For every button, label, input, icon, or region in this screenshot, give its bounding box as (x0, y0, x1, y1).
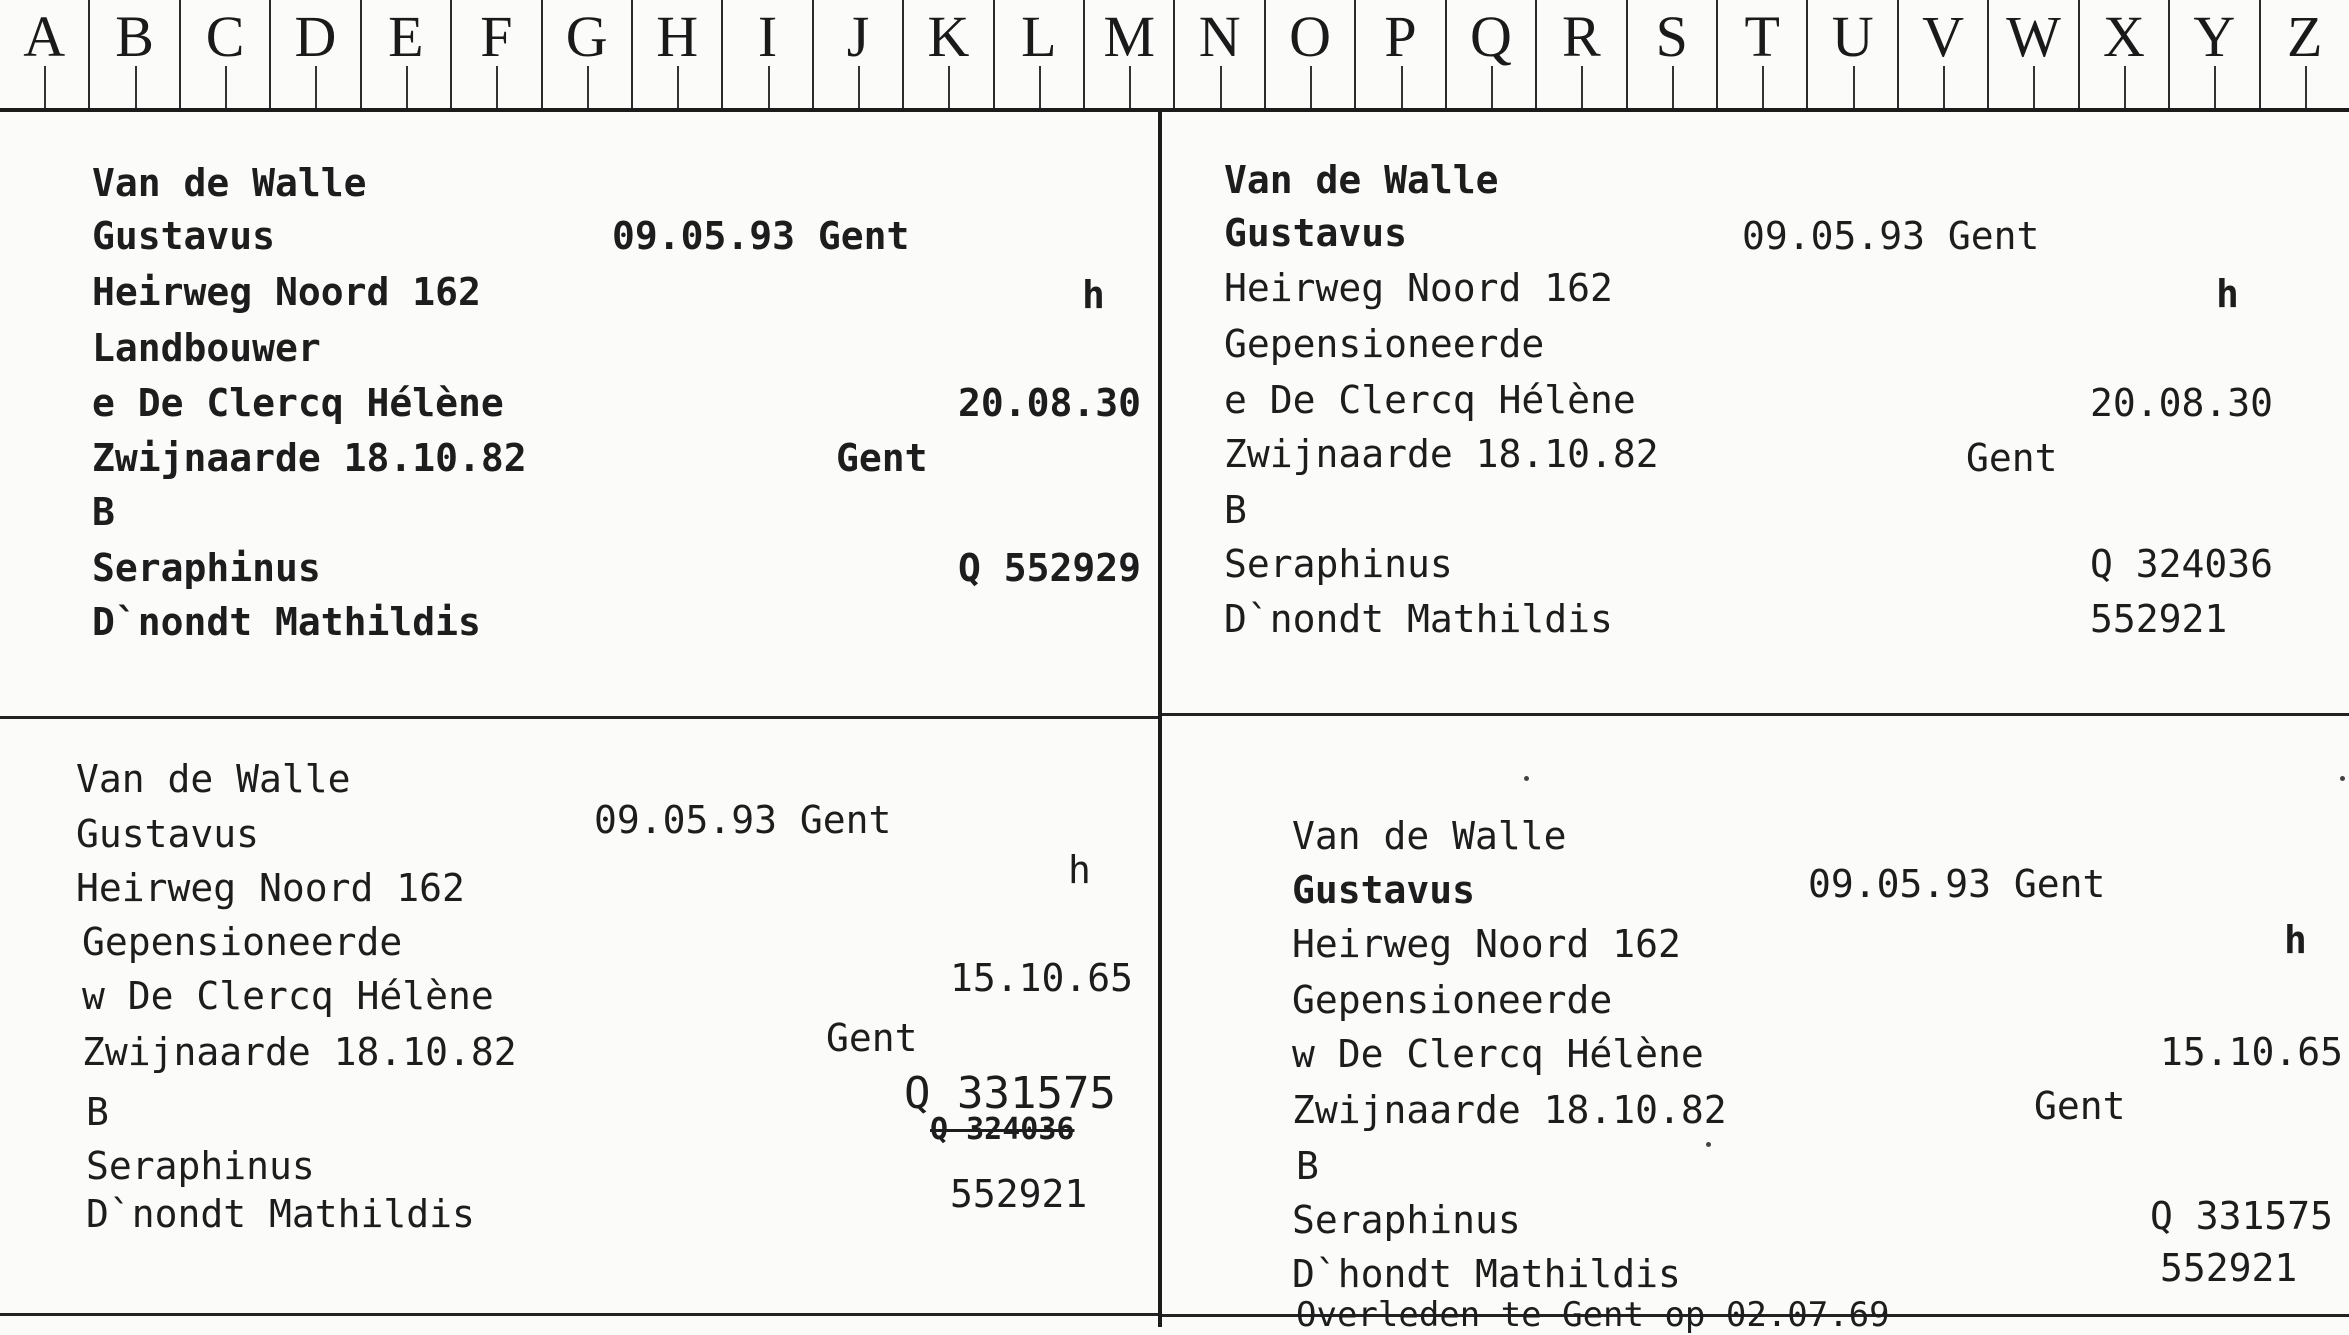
card-address: Heirweg Noord 162 (1224, 266, 1613, 310)
index-letter-d: D (269, 0, 359, 108)
index-letter-e: E (360, 0, 450, 108)
card-event-date: 20.08.30 (958, 381, 1142, 425)
card-address: Heirweg Noord 162 (92, 270, 481, 314)
index-letter-l: L (993, 0, 1083, 108)
card-spouse: e De Clercq Hélène (92, 381, 504, 425)
card-father: Seraphinus (92, 546, 321, 590)
card-sex: h (2284, 918, 2307, 962)
index-letter-s: S (1626, 0, 1716, 108)
card-surname: Van de Walle (76, 757, 351, 801)
card-mother: D`nondt Mathildis (92, 600, 481, 644)
card-row-divider-right (1162, 713, 2349, 716)
card-spouse-place: Gent (836, 436, 928, 480)
card-occupation: Gepensioneerde (82, 920, 403, 964)
card-address: Heirweg Noord 162 (1292, 922, 1681, 966)
card-surname: Van de Walle (92, 161, 367, 205)
card-struck-number: Q 324036 (930, 1112, 1075, 1147)
card-firstname: Gustavus (1224, 211, 1408, 255)
card-birth: 09.05.93 Gent (612, 214, 910, 258)
scan-speck (1524, 776, 1529, 781)
card-firstname: Gustavus (92, 214, 276, 258)
card-number-2: 552921 (2160, 1246, 2298, 1290)
index-letter-t: T (1716, 0, 1806, 108)
card-event-date: 15.10.65 (950, 956, 1134, 1000)
card-occupation: Gepensioneerde (1292, 978, 1613, 1022)
card-event-date: 20.08.30 (2090, 381, 2274, 425)
index-letter-n: N (1173, 0, 1263, 108)
card-firstname: Gustavus (76, 812, 260, 856)
card-spouse-birth: Zwijnaarde 18.10.82 (1224, 432, 1659, 476)
card-mother: D`nondt Mathildis (86, 1192, 475, 1236)
scan-speck (2340, 776, 2345, 781)
card-number: Q 552929 (958, 546, 1142, 590)
card-bottom-edge-left (0, 1313, 1158, 1316)
index-letter-z: Z (2259, 0, 2349, 108)
card-firstname: Gustavus (1292, 868, 1476, 912)
index-letter-f: F (450, 0, 540, 108)
card-birth: 09.05.93 Gent (1742, 214, 2040, 258)
index-letter-g: G (541, 0, 631, 108)
card-number: Q 331575 (2150, 1194, 2334, 1238)
card-father: Seraphinus (1292, 1198, 1521, 1242)
card-spouse: w De Clercq Hélène (82, 974, 494, 1018)
card-number-2: 552921 (950, 1172, 1088, 1216)
card-surname: Van de Walle (1292, 814, 1567, 858)
card-address: Heirweg Noord 162 (76, 866, 465, 910)
index-letter-u: U (1806, 0, 1896, 108)
index-letter-q: Q (1445, 0, 1535, 108)
card-mother: D`nondt Mathildis (1224, 597, 1613, 641)
index-letter-m: M (1083, 0, 1173, 108)
card-death-note: Overleden te Gent op 02.07.69 (1296, 1295, 1890, 1335)
index-letter-i: I (721, 0, 811, 108)
card-spouse: w De Clercq Hélène (1292, 1032, 1704, 1076)
card-spouse-place: Gent (826, 1016, 918, 1060)
card-spouse-place: Gent (1966, 436, 2058, 480)
scan-speck (1706, 1142, 1711, 1147)
index-letter-b: B (88, 0, 178, 108)
card-nationality: B (92, 490, 115, 534)
card-nationality: B (1224, 488, 1247, 532)
card-sex: h (2216, 272, 2239, 316)
card-spouse-birth: Zwijnaarde 18.10.82 (92, 436, 527, 480)
card-surname: Van de Walle (1224, 158, 1499, 202)
alphabet-index-strip (0, 0, 2349, 112)
index-letter-h: H (631, 0, 721, 108)
index-letter-o: O (1264, 0, 1354, 108)
index-letter-k: K (902, 0, 992, 108)
card-nationality: B (86, 1090, 109, 1134)
card-mother: D`hondt Mathildis (1292, 1252, 1681, 1296)
index-letter-j: J (812, 0, 902, 108)
card-number: Q 324036 (2090, 542, 2274, 586)
card-spouse: e De Clercq Hélène (1224, 378, 1636, 422)
index-letter-y: Y (2168, 0, 2258, 108)
card-number: Q 331575 (904, 1068, 1116, 1119)
card-spouse-birth: Zwijnaarde 18.10.82 (82, 1030, 517, 1074)
index-letter-x: X (2078, 0, 2168, 108)
card-birth: 09.05.93 Gent (1808, 862, 2106, 906)
card-column-divider (1158, 112, 1162, 1327)
card-spouse-birth: Zwijnaarde 18.10.82 (1292, 1088, 1727, 1132)
index-letter-a: A (0, 0, 88, 108)
card-sex: h (1082, 273, 1105, 317)
card-event-date: 15.10.65 (2160, 1030, 2344, 1074)
card-number-2: 552921 (2090, 597, 2228, 641)
index-letter-p: P (1354, 0, 1444, 108)
card-row-divider-left (0, 716, 1158, 719)
card-father: Seraphinus (1224, 542, 1453, 586)
index-letter-v: V (1897, 0, 1987, 108)
index-letter-r: R (1535, 0, 1625, 108)
card-nationality: B (1296, 1144, 1319, 1188)
card-birth: 09.05.93 Gent (594, 798, 892, 842)
index-letter-w: W (1987, 0, 2077, 108)
card-occupation: Gepensioneerde (1224, 322, 1545, 366)
card-spouse-place: Gent (2034, 1084, 2126, 1128)
card-occupation: Landbouwer (92, 326, 321, 370)
index-letter-c: C (179, 0, 269, 108)
card-sex: h (1068, 848, 1091, 892)
card-father: Seraphinus (86, 1144, 315, 1188)
